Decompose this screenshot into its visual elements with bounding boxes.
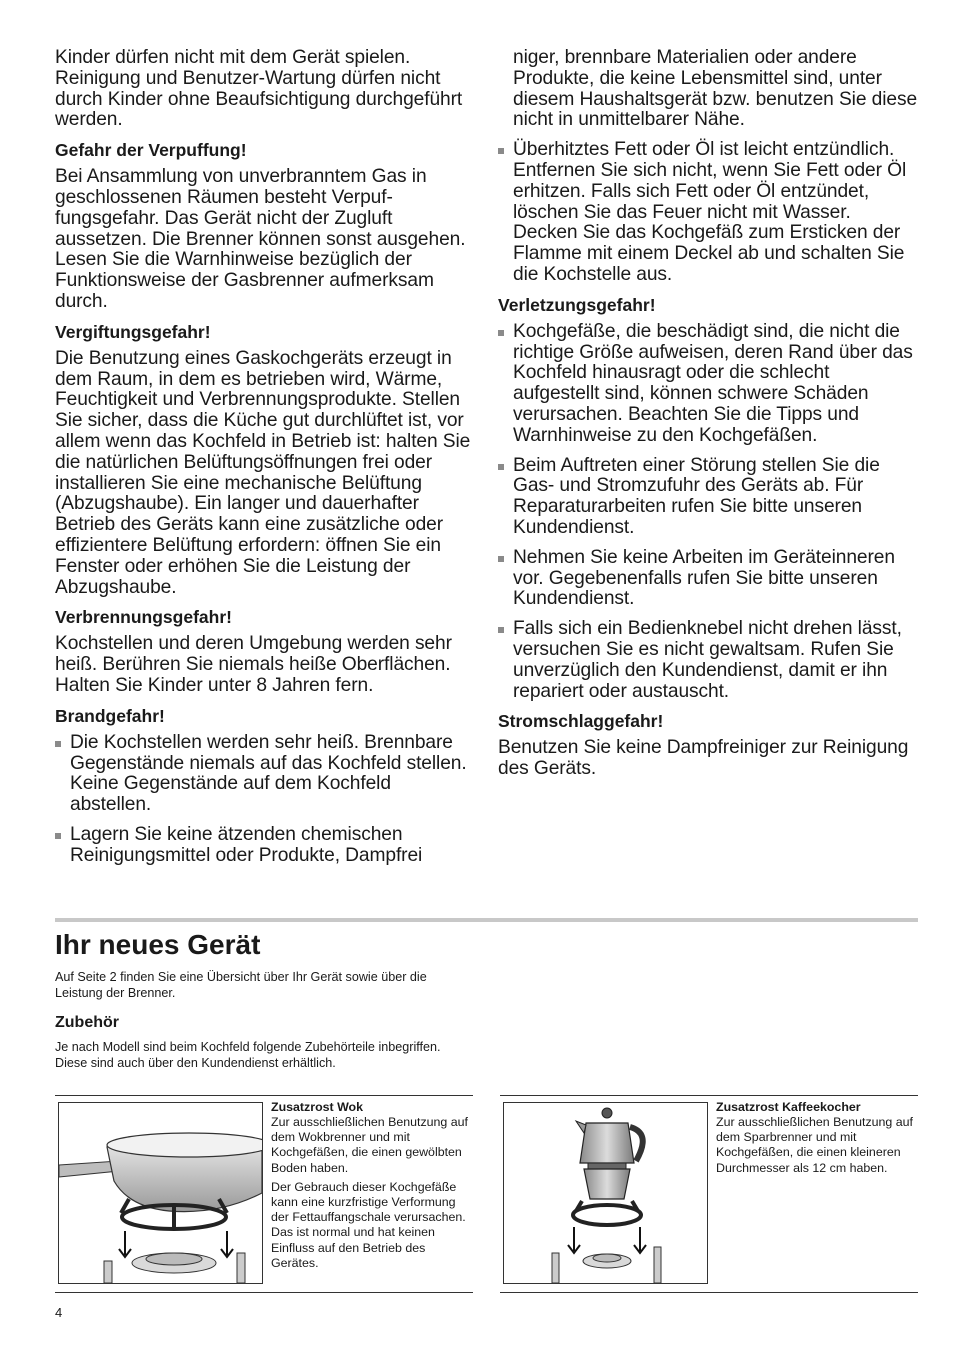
list-item-text: Die Kochstellen werden sehr heiß. Brennbare Gegenstände niemals auf das Kochfeld stellen. Keine Gegenstände auf dem Kochfeld abstellen. <box>70 731 467 816</box>
heading-verpuffung: Gefahr der Verpuffung! <box>55 140 247 161</box>
kaffee-text-1: Zur ausschließlichen Benutzung auf dem Sparbrenner und mit Kochgefäßen, die einen kleineren Durchmesser als 12 cm haben. <box>716 1115 913 1175</box>
coffee-maker-icon <box>504 1103 707 1283</box>
wok-text-2: Der Gebrauch dieser Kochgefäße kann eine kurzfristige Verformung der Fettauffangschale verursachen. Das ist normal und hat keinen Einfluss auf den Betrieb des Gerätes. <box>271 1179 466 1270</box>
heading-verletzung: Verletzungsgefahr! <box>498 294 656 315</box>
heading-strom: Stromschlaggefahr! <box>498 711 664 732</box>
list-item <box>498 548 918 610</box>
square-bullet-icon <box>498 627 504 633</box>
square-bullet-icon <box>55 833 61 839</box>
wok-title: Zusatzrost Wok <box>271 1100 364 1114</box>
heading-vergiftung: Vergiftungsgefahr! <box>55 321 211 342</box>
paragraph-verpuffung: Bei Ansammlung von unverbranntem Gas in geschlossenen Räumen besteht Verpuffungsgefahr. Das Gerät nicht der Zugluft aussetzen. Die Brenner können sonst ausgehen. Lesen Sie die Warnhinweise bezüglich der Funktionsweise der Gasbrenner aufmerksam durch. <box>55 166 466 312</box>
right-column <box>498 48 918 789</box>
wok-illustration <box>58 1102 263 1284</box>
brand-list-continued <box>498 140 918 286</box>
list-item <box>498 140 918 286</box>
list-item <box>498 619 918 702</box>
wok-text-1: Zur ausschließlichen Benutzung auf dem Wokbrenner und mit Kochgefäßen, die einen gewölbten Boden haben. <box>271 1115 468 1175</box>
paragraph-kinder: Kinder dürfen nicht mit dem Gerät spielen. Reinigung und Benutzer-Wartung dürfen nicht durch Kinder ohne Beaufsichtigung durchgeführt werden. <box>55 47 463 131</box>
wok-ring-icon <box>59 1103 262 1283</box>
paragraph-vergiftung: Die Benutzung eines Gaskochgeräts erzeugt in dem Raum, in dem es betrieben wird, Wärme, Feuchtigkeit und Verbrennungsprodukte. Stellen Sie sicher, dass die Küche gut durchlüftet ist, vor allem wenn das Kochfeld in Betrieb ist: halten Sie die natürlichen Belüftungsöffnungen frei oder installieren Sie eine mechanische Belüftung (Abzugshaube). Ein langer und dauerhafter Betrieb des Geräts kann eine zusätzliche oder effizientere Belüftung erfordern: öffnen Sie ein Fenster oder erhöhen Sie die Leistung der Abzugshaube. <box>55 347 471 598</box>
square-bullet-icon <box>55 741 61 747</box>
section-title: Ihr neues Gerät <box>55 929 261 960</box>
list-item <box>55 733 475 816</box>
left-column <box>55 48 475 876</box>
paragraph-verbrennung: Kochstellen und deren Umgebung werden sehr heiß. Berühren Sie niemals heiße Oberflächen. Halten Sie Kinder unter 8 Jahren fern. <box>55 633 452 696</box>
section-divider <box>55 918 918 922</box>
list-item-text: Lagern Sie keine ätzenden chemischen Reinigungsmittel oder Produkte, Dampfrei <box>70 823 423 866</box>
list-item <box>55 825 475 867</box>
list-item-text: Falls sich ein Bedienknebel nicht drehen lässt, versuchen Sie es nicht gewaltsam. Rufen Sie unverzüglich den Kundendienst, damit er ihn repariert oder austauscht. <box>513 618 902 702</box>
list-item-text: Beim Auftreten einer Störung stellen Sie die Gas- und Stromzufuhr des Geräts ab. Für Reparaturarbeiten rufen Sie bitte unseren Kundendienst. <box>513 454 880 538</box>
heading-brand: Brandgefahr! <box>55 705 165 726</box>
accessory-card-kaffee <box>500 1095 918 1293</box>
square-bullet-icon <box>498 148 504 154</box>
verletzung-list <box>498 322 918 703</box>
section-intro: Auf Seite 2 finden Sie eine Übersicht über Ihr Gerät sowie über die Leistung der Brenner. <box>55 970 427 1000</box>
heading-verbrennung: Verbrennungsgefahr! <box>55 607 232 628</box>
accessory-card-wok <box>55 1095 473 1293</box>
subsection-title: Zubehör <box>55 1014 119 1031</box>
list-item-text: Nehmen Sie keine Arbeiten im Geräteinneren vor. Gegebenenfalls rufen Sie bitte unseren Kundendienst. <box>513 546 895 610</box>
list-item <box>498 322 918 447</box>
square-bullet-icon <box>498 464 504 470</box>
list-item-text: Überhitztes Fett oder Öl ist leicht entzündlich. Entfernen Sie sich nicht, wenn Sie Fett oder Öl erhitzen. Falls sich Fett oder Öl entzündet, löschen Sie das Feuer nicht mit Wasser. Decken Sie das Kochgefäß zum Ersticken der Flamme mit einem Deckel ab und schalten Sie die Kochstelle aus. <box>513 139 907 285</box>
brand-list <box>55 733 475 867</box>
kaffee-title: Zusatzrost Kaffeekocher <box>716 1100 861 1114</box>
kaffee-description <box>716 1100 916 1180</box>
page-number: 4 <box>55 1305 63 1320</box>
kaffee-illustration <box>503 1102 708 1284</box>
wok-description <box>271 1100 471 1275</box>
list-item-text: Kochgefäße, die beschädigt sind, die nicht die richtige Größe aufweisen, deren Rand über das Kochfeld hinausragt oder die schlecht aufgestellt sind, können schwere Schäden verursachen. Beachten Sie die Tipps und Warnhinweise zu den Kochgefäßen. <box>513 320 913 446</box>
square-bullet-icon <box>498 556 504 562</box>
subsection-text: Je nach Modell sind beim Kochfeld folgende Zubehörteile inbegriffen. Diese sind auch über den Kundendienst erhältlich. <box>55 1040 441 1070</box>
square-bullet-icon <box>498 330 504 336</box>
list-item <box>498 456 918 539</box>
paragraph-brand-continued: niger, brennbare Materialien oder andere Produkte, die keine Lebensmittel sind, unter diesem Haushaltsgerät bzw. benutzen Sie diese nicht in unmittelbarer Nähe. <box>513 47 918 131</box>
paragraph-strom: Benutzen Sie keine Dampfreiniger zur Reinigung des Geräts. <box>498 737 909 780</box>
